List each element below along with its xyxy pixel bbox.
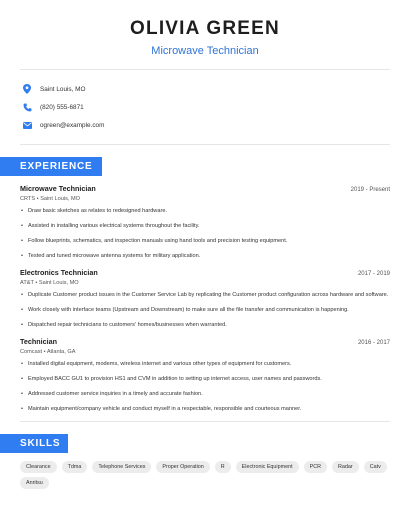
- contact-phone-text: (820) 555-6871: [40, 103, 84, 111]
- contact-email-text: ogreen@example.com: [40, 121, 105, 129]
- job-entry-company: AT&T • Saint Louis, MO: [20, 280, 79, 286]
- contact-divider: [20, 144, 390, 145]
- experience-list: [0, 176, 410, 413]
- skills-list: [0, 453, 410, 489]
- skill-tag: Electronic Equipment: [236, 461, 299, 473]
- job-entry-title: Electronics Technician: [20, 268, 98, 277]
- job-bullet: • Dispatched repair technicians to customers' homes/businesses when warranted.: [20, 321, 390, 329]
- skill-tag: Telephone Services: [92, 461, 151, 473]
- job-bullet: • Work closely with interface teams (Upstream and Downstream) to make sure all the file transfer and communication is happening.: [20, 306, 390, 314]
- skill-tag: Tdma: [62, 461, 88, 473]
- email-icon: [22, 120, 32, 130]
- job-bullet: • Assisted in installing various electrical systems throughout the facility.: [20, 222, 390, 230]
- job-entry-title: Technician: [20, 337, 58, 346]
- job-entry: [20, 184, 390, 260]
- job-bullet: • Employed BACC GU1 to provision HS1 and CVM in addition to setting up internet access, user names and passwords.: [20, 375, 390, 383]
- job-entry-title: Microwave Technician: [20, 184, 96, 193]
- job-entry: [20, 337, 390, 413]
- job-entry-company: Comcast • Atlanta, GA: [20, 349, 76, 355]
- skill-tag: Catv: [364, 461, 387, 473]
- contact-phone: [22, 98, 388, 116]
- skill-tag: R: [215, 461, 231, 473]
- job-bullet: • Addressed customer service inquiries in a timely and accurate fashion.: [20, 390, 390, 398]
- phone-icon: [22, 102, 32, 112]
- skill-tag: PCR: [304, 461, 327, 473]
- job-bullet: • Installed digital equipment, modems, wireless internet and various other types of equipment for customers.: [20, 360, 390, 368]
- skill-tag: Anritsu: [20, 477, 49, 489]
- skill-tag: Proper Operation: [156, 461, 209, 473]
- skills-heading: SKILLS: [0, 434, 68, 453]
- location-icon: [22, 84, 32, 94]
- candidate-name: OLIVIA GREEN: [130, 18, 280, 39]
- job-title: Microwave Technician: [151, 45, 259, 57]
- skill-tag: Radar: [332, 461, 359, 473]
- job-bullet: • Follow blueprints, schematics, and inspection manuals using hand tools and precision testing equipment.: [20, 237, 390, 245]
- job-entry-company: CRTS • Saint Louis, MO: [20, 196, 80, 202]
- contact-location: [22, 80, 388, 98]
- job-bullet: • Duplicate Customer product issues in the Customer Service Lab by replicating the Customer product configuration across hardware and software.: [20, 291, 390, 299]
- experience-heading: EXPERIENCE: [0, 157, 102, 176]
- job-bullet: • Tested and tuned microwave antenna systems for military application.: [20, 252, 390, 260]
- resume-header: [0, 0, 410, 57]
- job-entry-dates: 2017 - 2019: [357, 271, 390, 277]
- contact-section: [0, 70, 410, 144]
- contact-location-text: Saint Louis, MO: [40, 85, 86, 93]
- job-entry: [20, 268, 390, 329]
- skill-tag: Clearance: [20, 461, 57, 473]
- contact-email: [22, 116, 388, 134]
- experience-divider: [20, 421, 390, 422]
- job-entry-dates: 2019 - Present: [350, 187, 390, 193]
- job-bullet: • Maintain equipment/company vehicle and conduct myself in a respectable, responsible and courteous manner.: [20, 405, 390, 413]
- job-bullet: • Draw basic sketches as relates to redesigned hardware.: [20, 207, 390, 215]
- job-entry-dates: 2016 - 2017: [357, 340, 390, 346]
